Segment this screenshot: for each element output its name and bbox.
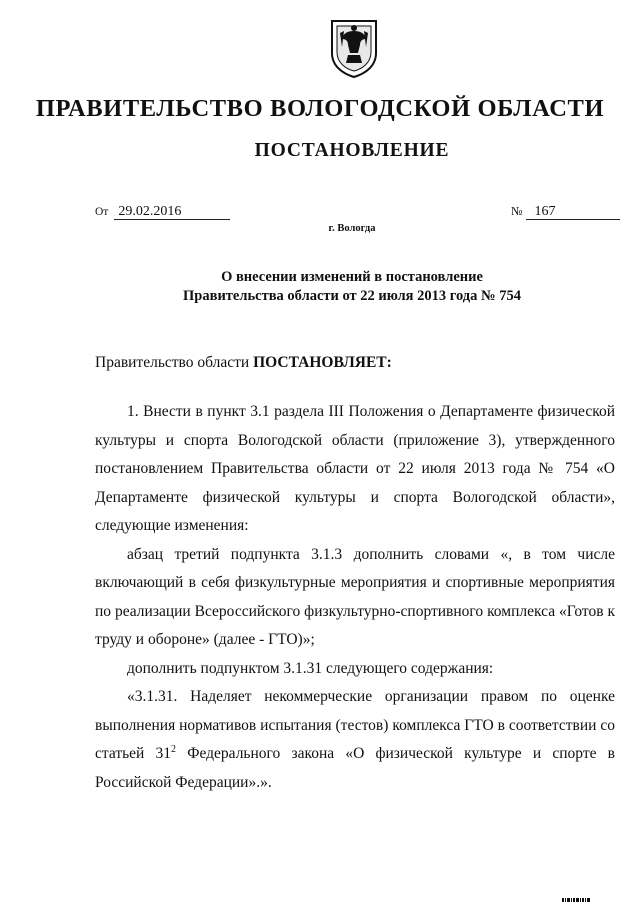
number-field [511,204,620,220]
preamble [95,354,392,372]
number-prefix: № [511,204,523,218]
article-superscript: 2 [171,743,177,755]
preamble-text: Правительство области [95,354,254,371]
paragraph-4-end: Федерального закона «О физической культуре и спорте в Российской Федерации».». [95,745,616,791]
document-type: ПОСТАНОВЛЕНИЕ [254,140,450,161]
paragraph-3: дополнить подпунктом 3.1.31 следующего содержания: [127,659,494,677]
paragraph-1: 1. Внести в пункт 3.1 раздела III Положения о Департаменте физической культуры и спорта Вологодской области (приложение 3), утвержденного постановлением Правительства области от 22 июля 2013 года № 754 «О Департаменте физической культуры и спорта Вологодской области», следующие изменения: [95,403,615,534]
barcode-mark [562,898,592,902]
document-body [95,398,615,797]
organization-title: ПРАВИТЕЛЬСТВО ВОЛОГОДСКОЙ ОБЛАСТИ [35,95,605,122]
paragraph-4-start: «3.1.31. Наделяет некоммерческие организации правом по оценке выполнения нормативов испытания (тестов) комплекса ГТО в соответствии со статьей 31 [95,688,615,762]
date-field [95,204,230,220]
document-subject [0,268,640,306]
subject-line-2: Правительства области от 22 июля 2013 года № 754 [183,288,521,304]
date-value: 29.02.2016 [114,204,230,220]
number-value: 167 [526,204,620,220]
paragraph-4 [95,683,615,797]
date-prefix: От [95,206,109,218]
city-label: г. Вологда [328,223,376,234]
preamble-resolves: ПОСТАНОВЛЯЕТ: [253,354,392,371]
subject-line-1: О внесении изменений в постановление [221,269,483,285]
paragraph-2: абзац третий подпункта 3.1.3 дополнить словами «, в том числе включающий в себя физкультурные мероприятия и спортивные мероприятия по реализации Всероссийского физкультурно-спортивного комплекса «Готов к труду и обороне» (далее - ГТО)»; [95,545,615,648]
coat-of-arms-icon [330,19,378,79]
